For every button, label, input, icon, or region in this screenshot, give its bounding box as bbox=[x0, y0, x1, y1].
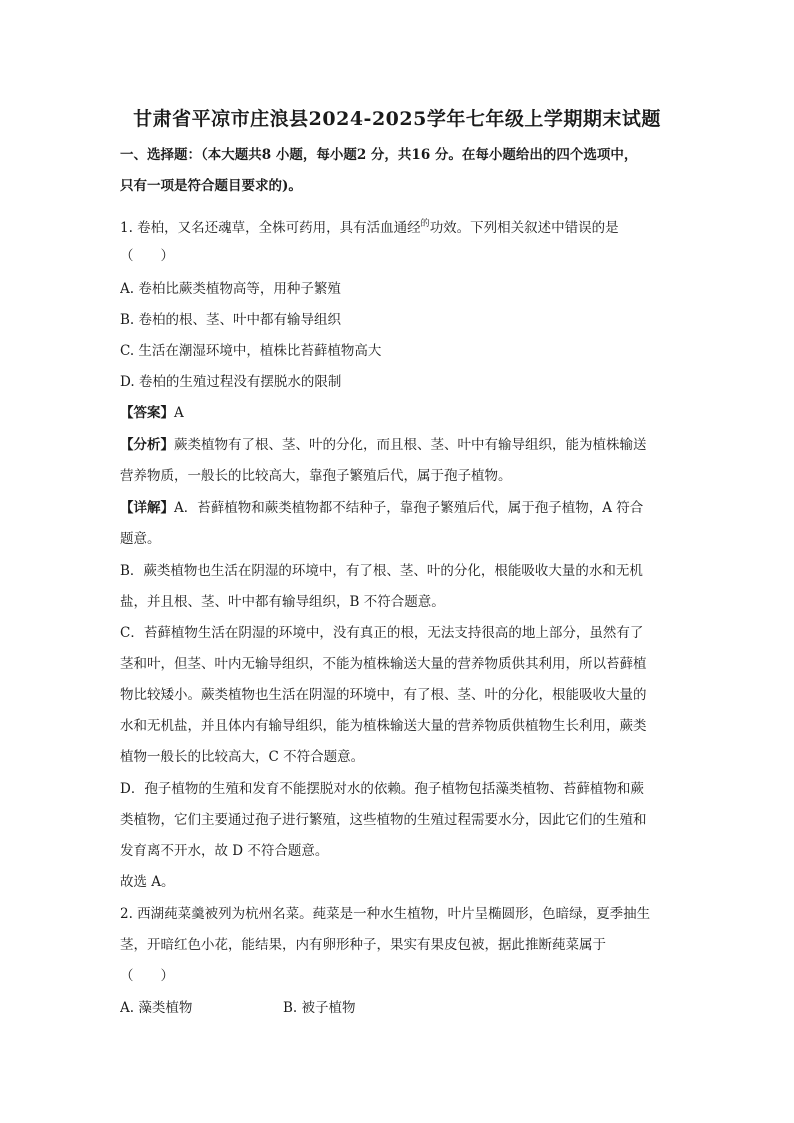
q2-stem-line-2: 茎，开暗红色小花，能结果，内有卵形种子，果实有果皮包被，据此推断莼菜属于 bbox=[120, 937, 606, 953]
q1-stem bbox=[120, 215, 680, 237]
q1-option-a: A. 卷柏比蕨类植物高等，用种子繁殖 bbox=[120, 281, 341, 297]
q1-detail-c-line-4: 水和无机盐，并且体内有输导组织，能为植株输送大量的营养物质供植物生长利用，蕨类 bbox=[120, 718, 647, 734]
q1-option-c: C. 生活在潮湿环境中，植株比苔藓植物高大 bbox=[120, 343, 382, 359]
analysis-text-1: 蕨类植物有了根、茎、叶的分化，而且根、茎、叶中有输导组织，能为植株输送 bbox=[174, 437, 647, 453]
q1-detail-c-line-5: 植物一般长的比较高大，C 不符合题意。 bbox=[120, 749, 365, 765]
q1-detail-d-line-2: 类植物，它们主要通过孢子进行繁殖，这些植物的生殖过程需要水分，因此它们的生殖和 bbox=[120, 812, 647, 828]
q1-detail-c-line-1: C．苔藓植物生活在阴湿的环境中，没有真正的根，无法支持很高的地上部分，虽然有了 bbox=[120, 625, 644, 641]
analysis-tag: 【分析】 bbox=[120, 437, 174, 453]
q2-answer-parentheses: （ ） bbox=[120, 968, 174, 984]
q1-answer bbox=[120, 404, 680, 422]
q1-detail-c-line-3: 物比较矮小。蕨类植物也生活在阴湿的环境中，有了根、茎、叶的分化，根能吸收大量的 bbox=[120, 687, 647, 703]
detail-tag: 【详解】 bbox=[120, 500, 174, 516]
section-heading-line-1: 一、选择题：（本大题共8 小题，每小题2 分，共16 分。在每小题给出的四个选项中， bbox=[120, 147, 638, 163]
q1-stem-superscript: 的 bbox=[420, 219, 430, 229]
q1-detail-b-line-2: 盐，并且根、茎、叶中都有输导组织，B 不符合题意。 bbox=[120, 594, 445, 610]
q1-option-b: B. 卷柏的根、茎、叶中都有输导组织 bbox=[120, 312, 342, 328]
q2-stem-line-1: 2. 西湖莼菜羹被列为杭州名菜。莼菜是一种水生植物，叶片呈椭圆形，色暗绿，夏季抽生 bbox=[120, 906, 651, 922]
q1-detail-a-line-2: 题意。 bbox=[120, 531, 161, 547]
q2-option-a: A. 藻类植物 bbox=[120, 1000, 193, 1016]
q1-analysis-line-2: 营养物质，一般长的比较高大，靠孢子繁殖后代，属于孢子植物。 bbox=[120, 468, 512, 484]
q1-option-d: D. 卷柏的生殖过程没有摆脱水的限制 bbox=[120, 374, 342, 390]
q1-detail-d-line-3: 发育离不开水，故 D 不符合题意。 bbox=[120, 843, 329, 859]
q1-detail-a-line-1 bbox=[120, 499, 680, 517]
q1-answer-parentheses: （ ） bbox=[120, 248, 174, 264]
q2-option-b: B. 被子植物 bbox=[283, 1000, 356, 1016]
detail-a-text-1: A．苔藓植物和蕨类植物都不结种子，靠孢子繁殖后代，属于孢子植物，A 符合 bbox=[174, 500, 644, 516]
page-title: 甘肃省平凉市庄浪县2024-2025学年七年级上学期期末试题 bbox=[133, 108, 661, 130]
q1-detail-d-line-1: D．孢子植物的生殖和发育不能摆脱对水的依赖。孢子植物包括藻类植物、苔藓植物和蕨 bbox=[120, 781, 644, 797]
answer-value: A bbox=[174, 405, 184, 421]
q1-stem-part-a: 1. 卷柏，又名还魂草，全株可药用，具有活血通经 bbox=[120, 220, 421, 236]
section-heading-line-2: 只有一项是符合题目要求的)。 bbox=[120, 178, 302, 194]
q1-stem-part-b: 功效。下列相关叙述中错误的是 bbox=[429, 220, 619, 236]
answer-tag: 【答案】 bbox=[120, 405, 174, 421]
q1-detail-b-line-1: B．蕨类植物也生活在阴湿的环境中，有了根、茎、叶的分化，根能吸收大量的水和无机 bbox=[120, 563, 643, 579]
q1-detail-c-line-2: 茎和叶，但茎、叶内无输导组织，不能为植株输送大量的营养物质供其利用，所以苔藓植 bbox=[120, 656, 647, 672]
q1-conclusion: 故选 A。 bbox=[120, 874, 175, 890]
q1-analysis-line-1 bbox=[120, 436, 680, 454]
